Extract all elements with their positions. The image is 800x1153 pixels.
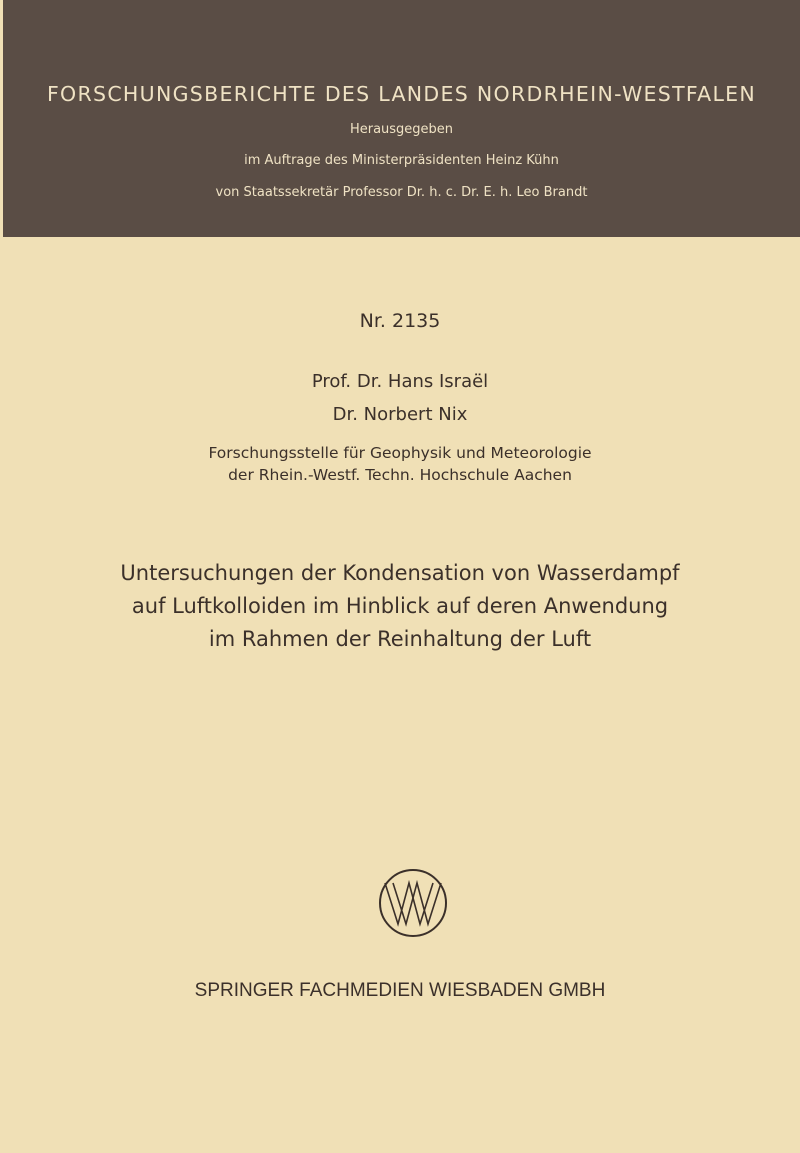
series-editor-line-3: von Staatssekretär Professor Dr. h. c. Dr. E. h. Leo Brandt [215,185,588,200]
series-editor-line-2: im Auftrage des Ministerpräsidenten Heinz Kühn [244,153,559,168]
series-title: FORSCHUNGSBERICHTE DES LANDES NORDRHEIN-WESTFALEN [46,82,757,106]
book-title-line-2: auf Luftkolloiden im Hinblick auf deren Anwendung [131,594,669,618]
book-title-line-3: im Rahmen der Reinhaltung der Luft [208,627,592,651]
publisher-name: SPRINGER FACHMEDIEN WIESBADEN GMBH [194,980,606,1001]
series-header-band [3,0,800,237]
publisher-logo-icon [378,868,448,938]
author-1: Prof. Dr. Hans Israël [311,371,489,392]
author-2: Dr. Norbert Nix [332,404,468,425]
book-title-line-1: Untersuchungen der Kondensation von Wasserdampf [120,561,680,585]
institution-line-2: der Rhein.-Westf. Techn. Hochschule Aachen [228,466,572,484]
volume-number: Nr. 2135 [359,310,441,332]
institution-line-1: Forschungsstelle für Geophysik und Meteorologie [208,444,592,462]
series-editor-line-1: Herausgegeben [349,122,454,137]
